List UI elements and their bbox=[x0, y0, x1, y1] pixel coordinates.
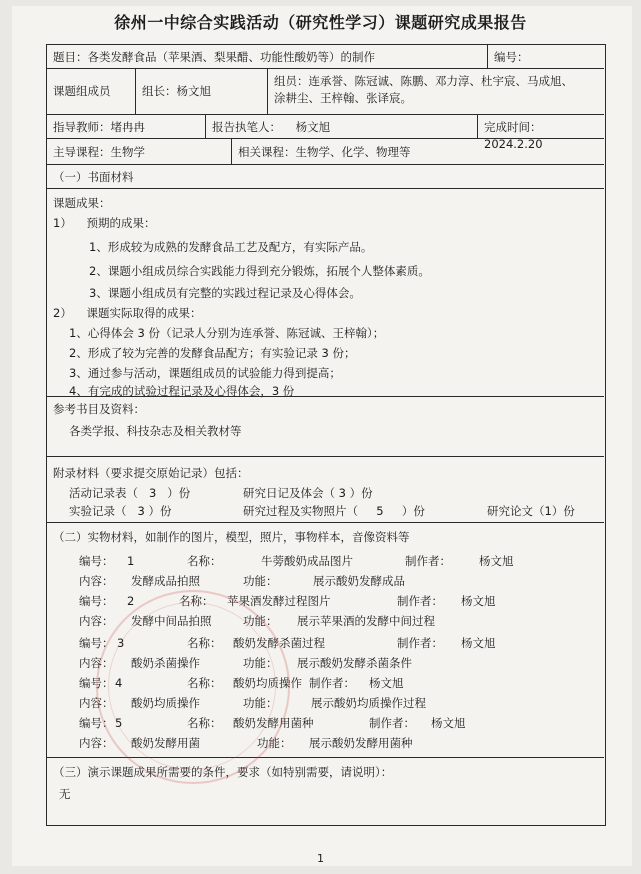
item-function-label: 功能： bbox=[257, 736, 292, 750]
item-function: 展示酸奶发酵杀菌条件 bbox=[297, 656, 412, 670]
row-section3 bbox=[47, 758, 604, 825]
item-function: 展示苹果酒的发酵中间过程 bbox=[297, 614, 435, 628]
appendix-activity: 活动记录表（ 3 ）份 bbox=[69, 486, 191, 500]
leader-cell bbox=[135, 69, 267, 114]
results-label: 课题成果： bbox=[53, 196, 111, 210]
item-maker-label: 制作者： bbox=[369, 716, 415, 730]
main-course: 主导课程：生物学 bbox=[53, 145, 145, 159]
leader: 组长：杨文旭 bbox=[142, 84, 211, 98]
item-maker: 杨文旭 bbox=[461, 594, 496, 608]
item-number-label: 编号： bbox=[79, 636, 114, 650]
appendix-photos: 研究过程及实物照片（ 5 ）份 bbox=[243, 504, 425, 518]
expected-item-3: 3、课题小组成员有完整的实践过程记录及心得体会。 bbox=[89, 286, 361, 300]
item-content: 酸奶均质操作 bbox=[131, 696, 200, 710]
number-cell bbox=[487, 45, 604, 68]
item-maker: 杨文旭 bbox=[369, 676, 404, 690]
item-name: 酸奶发酵杀菌过程 bbox=[233, 636, 325, 650]
item-content-label: 内容： bbox=[79, 736, 114, 750]
members-label: 课题组成员 bbox=[53, 84, 111, 98]
item-number: 1 bbox=[127, 554, 135, 568]
members-label-cell bbox=[47, 69, 135, 114]
topic-label: 题目： bbox=[53, 50, 88, 64]
item-name: 牛蒡酸奶成品图片 bbox=[261, 554, 353, 568]
item-name-label: 名称： bbox=[187, 716, 222, 730]
row-topic bbox=[47, 45, 604, 69]
report-title: 徐州一中综合实践活动（研究性学习）课题研究成果报告 bbox=[114, 13, 527, 32]
item-number: 5 bbox=[115, 716, 123, 730]
item-maker: 杨文旭 bbox=[461, 636, 496, 650]
item-number: 2 bbox=[127, 594, 135, 608]
row-references bbox=[47, 397, 604, 457]
advisor: 指导教师：堵冉冉 bbox=[53, 120, 145, 134]
item-maker-label: 制作者： bbox=[405, 554, 451, 568]
item-function-label: 功能： bbox=[243, 696, 278, 710]
advisor-cell bbox=[47, 115, 205, 138]
expected-item-2: 2、课题小组成员综合实践能力得到充分锻炼，拓展个人整体素质。 bbox=[89, 264, 430, 278]
actual-item-3: 3、通过参与活动，课题组成员的试验能力得到提高； bbox=[69, 366, 341, 380]
section3-answer: 无 bbox=[59, 787, 71, 801]
reporter: 报告执笔人： 杨文旭 bbox=[212, 120, 331, 134]
appendix-paper: 研究论文（1）份 bbox=[487, 504, 575, 518]
row-courses bbox=[47, 139, 604, 165]
item-function: 展示酸奶发酵用菌种 bbox=[309, 736, 413, 750]
actual-item-2: 2、形成了较为完善的发酵食品配方；有实验记录 3 份； bbox=[69, 346, 356, 360]
item-number-label: 编号： bbox=[79, 676, 114, 690]
expected-item-1: 1、形成较为成熟的发酵食品工艺及配方，有实际产品。 bbox=[89, 240, 373, 254]
item-number-label: 编号： bbox=[79, 716, 114, 730]
section2-heading: （二）实物材料，如制作的图片，模型，照片，事物样本，音像资料等 bbox=[53, 530, 410, 544]
number-label: 编号： bbox=[494, 50, 529, 64]
item-name: 酸奶发酵用菌种 bbox=[233, 716, 314, 730]
item-content-label: 内容： bbox=[79, 574, 114, 588]
related-course: 相关课程：生物学、化学、物理等 bbox=[238, 145, 411, 159]
reporter-cell bbox=[205, 115, 477, 138]
members-line-1: 组员：连承誉、陈冠诚、陈鹏、邓力淳、杜宇宸、马成旭、 bbox=[274, 74, 573, 88]
refs-value: 各类学报、科技杂志及相关教材等 bbox=[69, 424, 242, 438]
topic-cell bbox=[47, 45, 487, 68]
item-name-label: 名称： bbox=[187, 636, 222, 650]
item-number-label: 编号： bbox=[79, 554, 114, 568]
actual-label: 2） 课题实际取得的成果： bbox=[53, 306, 202, 320]
item-maker: 杨文旭 bbox=[431, 716, 466, 730]
appendix-label: 附录材料（要求提交原始记录）包括： bbox=[53, 466, 249, 480]
row-advisor bbox=[47, 115, 604, 151]
section3-heading: （三）演示课题成果所需要的条件，要求（如特别需要，请说明）： bbox=[53, 765, 393, 779]
item-content: 酸奶杀菌操作 bbox=[131, 656, 200, 670]
item-number: 3 bbox=[117, 636, 125, 650]
item-content-label: 内容： bbox=[79, 656, 114, 670]
item-number-label: 编号： bbox=[79, 594, 114, 608]
red-seal-inner-ring bbox=[108, 602, 276, 770]
section1-heading: （一）书面材料 bbox=[53, 170, 134, 184]
actual-item-1: 1、心得体会 3 份（记录人分别为连承誉、陈冠诚、王梓翰）； bbox=[69, 326, 385, 340]
actual-item-4: 4、有完成的试验过程记录及心得体会，3 份 bbox=[69, 384, 295, 398]
item-function: 展示酸奶发酵成品 bbox=[313, 574, 405, 588]
item-function-label: 功能： bbox=[243, 614, 278, 628]
members-cell bbox=[267, 69, 604, 114]
item-content: 发酵成品拍照 bbox=[131, 574, 200, 588]
item-maker-label: 制作者： bbox=[397, 636, 443, 650]
item-content-label: 内容： bbox=[79, 696, 114, 710]
item-content-label: 内容： bbox=[79, 614, 114, 628]
appendix-diary: 研究日记及体会（ 3 ）份 bbox=[243, 486, 373, 500]
row-section1 bbox=[47, 165, 604, 189]
item-number: 4 bbox=[115, 676, 123, 690]
completion-cell bbox=[477, 115, 604, 151]
topic-value: 各类发酵食品（苹果酒、梨果醋、功能性酸奶等）的制作 bbox=[87, 50, 375, 64]
item-name-label: 名称： bbox=[187, 554, 222, 568]
item-name: 酸奶均质操作 bbox=[233, 676, 302, 690]
item-maker-label: 制作者： bbox=[397, 594, 443, 608]
item-maker-label: 制作者： bbox=[309, 676, 355, 690]
related-course-cell bbox=[231, 139, 604, 164]
section1-cell bbox=[47, 165, 604, 188]
refs-label: 参考书目及资料： bbox=[53, 402, 145, 416]
item-name-label: 名称： bbox=[179, 594, 214, 608]
main-course-cell bbox=[47, 139, 231, 164]
row-members bbox=[47, 69, 604, 115]
item-name-label: 名称： bbox=[187, 676, 222, 690]
item-content: 发酵中间品拍照 bbox=[131, 614, 212, 628]
appendix-lab: 实验记录（ 3 ）份 bbox=[69, 504, 172, 518]
item-maker: 杨文旭 bbox=[479, 554, 514, 568]
expected-label: 1） 预期的成果： bbox=[53, 216, 156, 230]
item-content: 酸奶发酵用菌 bbox=[131, 736, 200, 750]
completion-time: 完成时间：2024.2.20 bbox=[484, 120, 543, 151]
members-line-2: 涂耕尘、王梓翰、张译宸。 bbox=[274, 90, 412, 105]
row-results bbox=[47, 189, 604, 397]
item-function-label: 功能： bbox=[243, 574, 278, 588]
row-appendix bbox=[47, 457, 604, 523]
item-function-label: 功能： bbox=[243, 656, 278, 670]
page-number: 1 bbox=[317, 852, 324, 865]
item-function: 展示酸奶均质操作过程 bbox=[311, 696, 426, 710]
item-name: 苹果酒发酵过程图片 bbox=[227, 594, 331, 608]
